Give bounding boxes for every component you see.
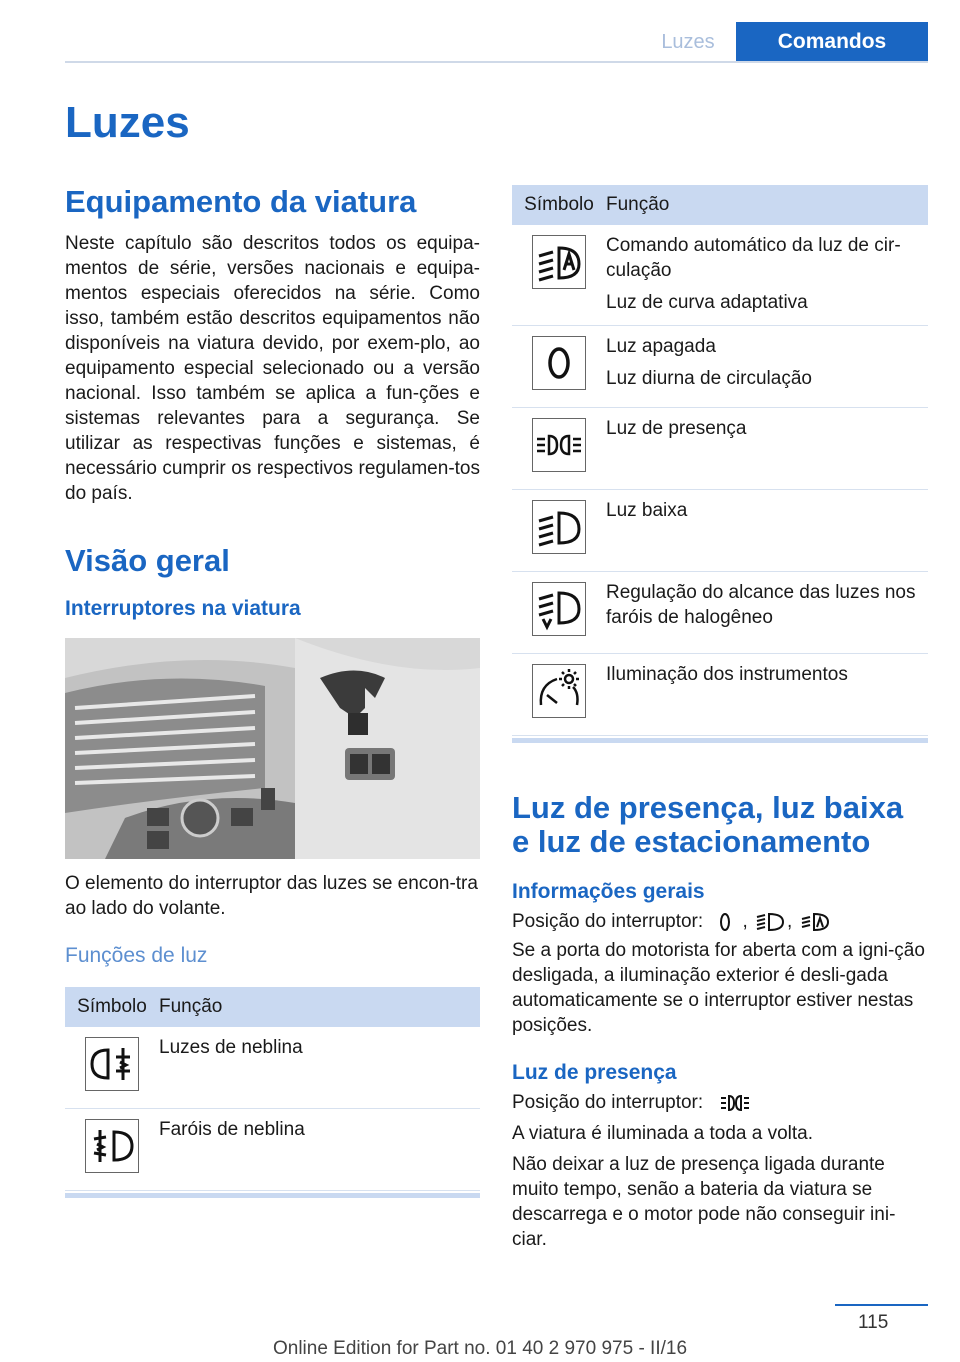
switches-heading: Interruptores na viatura: [65, 597, 301, 620]
general-switch-position: Posição do interruptor: , ,: [512, 909, 928, 934]
instrument-lighting-icon: [532, 664, 586, 718]
left-column: [65, 185, 480, 1198]
auto-headlight-icon: [800, 911, 830, 933]
switch-position-label: Posição do interruptor:: [512, 1092, 704, 1113]
function-column-header: Função: [159, 987, 480, 1027]
page-title: Luzes: [65, 98, 190, 147]
function-text: Regulação do alcance das luzes nos faróis de halogêneo: [606, 582, 916, 628]
light-functions-table: [512, 185, 928, 743]
header-section-tab[interactable]: Luzes: [661, 31, 715, 53]
parking-light-text-2: Não deixar a luz de presença ligada durante muito tempo, senão a bateria da viatura se descarrega e o motor pode não conseguir ini-ciar.: [512, 1154, 896, 1250]
page-number: 115: [858, 1312, 889, 1333]
lights-off-icon: [710, 911, 740, 933]
fog-lights-table: [65, 987, 480, 1198]
low-beam-icon: [532, 500, 586, 554]
function-text: Luz baixa: [606, 500, 688, 521]
function-text: Luzes de neblina: [159, 1027, 480, 1109]
function-text: Iluminação dos instrumentos: [606, 664, 848, 685]
lights-off-icon: [532, 336, 586, 390]
rear-fog-light-icon: [85, 1037, 139, 1091]
equipment-heading: Equipamento da viatura: [65, 184, 417, 219]
table-row: [65, 1109, 480, 1191]
table-row: [512, 326, 928, 408]
light-functions-heading: Funções de luz: [65, 944, 208, 967]
overview-heading: Visão geral: [65, 543, 230, 578]
table-row: [512, 225, 928, 326]
table-row: [512, 654, 928, 736]
table-row: [512, 408, 928, 490]
front-fog-light-icon: [85, 1119, 139, 1173]
function-text: Luz de presença: [606, 418, 747, 439]
parking-light-icon: [532, 418, 586, 472]
footer-rule: [835, 1304, 928, 1306]
equipment-text: Neste capítulo são descritos todos os equipa-mentos de série, versões nacionais e equipa-mentos especiais oferecidos na série. Como isso, também estão descritos equipamentos não disponíveis na viatura devido, por exem-plo, ao equipamento especial selecionado ou a versão nacional. Isso também se aplica a fun-ções e sistemas relevantes para a segurança. Se utilizar as respectivas funções e sistemas, é necessário cumprir os respectivos regulamen-tos do país.: [65, 233, 480, 504]
parking-light-icon: [710, 1092, 760, 1114]
symbol-column-header: Símbolo: [512, 185, 606, 225]
table-row: [512, 572, 928, 654]
parking-light-text-1: A viatura é iluminada a toda a volta.: [512, 1123, 814, 1144]
table-row: [65, 1027, 480, 1109]
low-beam-icon: [755, 911, 785, 933]
parking-light-heading: Luz de presença: [512, 1061, 677, 1084]
function-text: Luz diurna de circulação: [606, 368, 812, 389]
parking-switch-position: [512, 1090, 928, 1115]
right-column: [512, 185, 928, 1252]
switch-location-text: O elemento do interruptor das luzes se encon-tra ao lado do volante.: [65, 873, 478, 919]
headlight-range-icon: [532, 582, 586, 636]
symbol-column-header: Símbolo: [65, 987, 159, 1027]
header-chapter-tab[interactable]: Comandos: [736, 22, 928, 62]
parking-low-beam-section-heading: Luz de presença, luz baixa e luz de estacionamento: [512, 790, 904, 859]
function-text: Luz apagada: [606, 336, 716, 357]
table-row: [512, 490, 928, 572]
header-rule: [65, 61, 928, 63]
dashboard-illustration-icon: [65, 638, 480, 859]
edition-text: Online Edition for Part no. 01 40 2 970 975 - II/16: [272, 1338, 688, 1359]
dashboard-switch-figure: [65, 638, 480, 859]
function-column-header: Função: [606, 185, 928, 225]
function-text: Comando automático da luz de cir-culação: [606, 235, 901, 281]
switch-position-label: Posição do interruptor:: [512, 911, 704, 932]
function-text: Faróis de neblina: [159, 1109, 480, 1191]
auto-headlight-icon: [532, 235, 586, 289]
function-text: Luz de curva adaptativa: [606, 292, 808, 313]
general-info-text: Se a porta do motorista for aberta com a igni-ção desligada, a iluminação exterior é desli-gada automaticamente se o interruptor estiver nestas posições.: [512, 940, 925, 1036]
general-info-heading: Informações gerais: [512, 880, 705, 903]
